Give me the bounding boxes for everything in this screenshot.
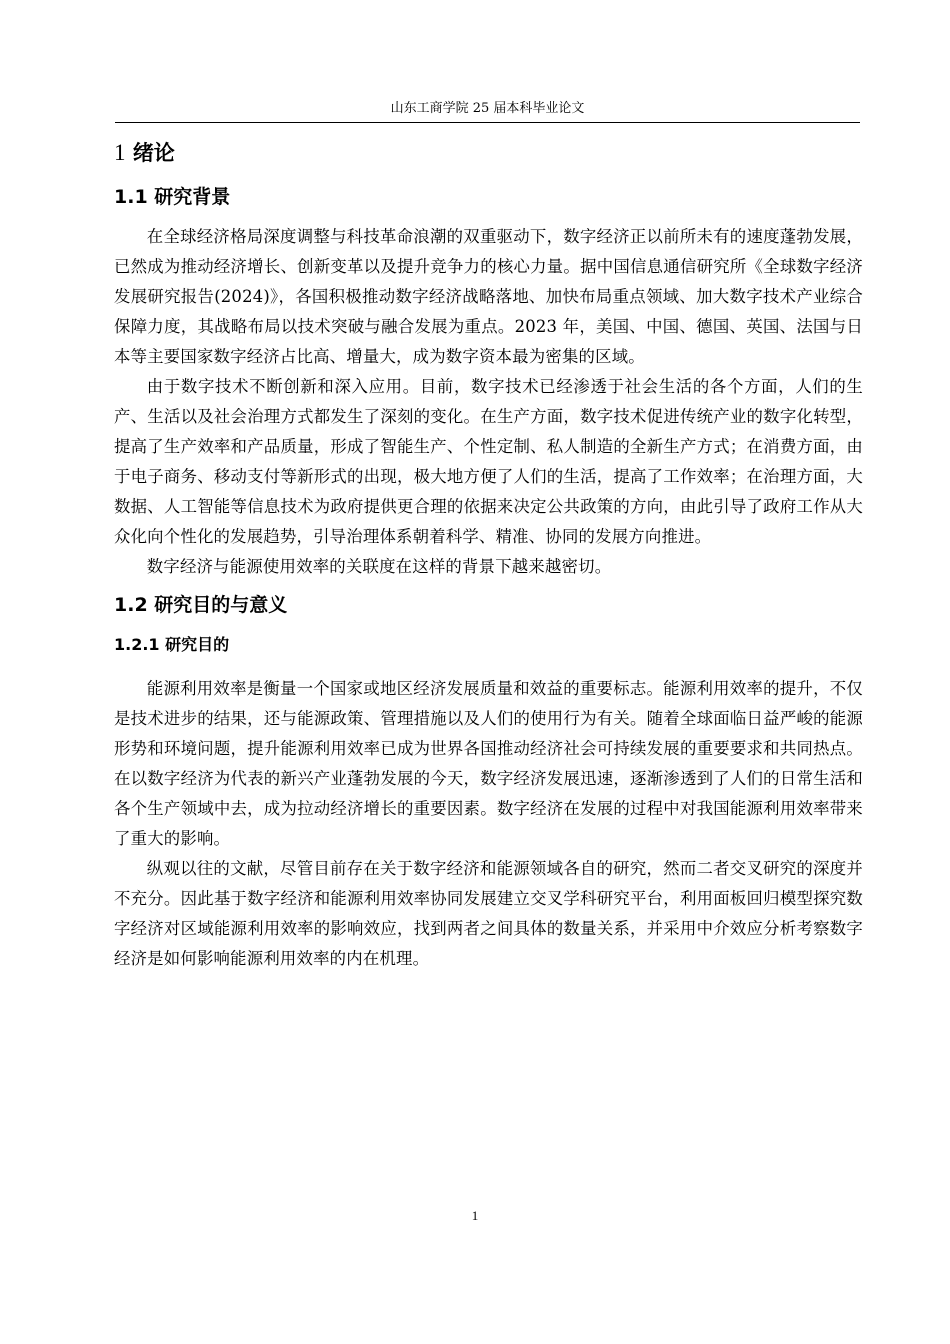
chapter-title — [114, 136, 863, 174]
section-title-1-1: 1.1 研究背景 — [114, 186, 231, 208]
chapter-title-text: 绪论 — [132, 141, 175, 165]
section-title-1-2: 1.2 研究目的与意义 — [114, 594, 288, 616]
chapter-number: 1 — [114, 140, 126, 165]
paragraph: 能源利用效率是衡量一个国家或地区经济发展质量和效益的重要标志。能源利用效率的提升，不仅是技术进步的结果，还与能源政策、管理措施以及人们的使用行为有关。随着全球面临日益严峻的能源形势和环境问题，提升能源利用效率已成为世界各国推动经济社会可持续发展的重要要求和共同热点。在以数字经济为代表的新兴产业蓬勃发展的今天，数字经济发展迅速，逐渐渗透到了人们的日常生活和各个生产领域中去，成为拉动经济增长的重要因素。数字经济在发展的过程中对我国能源利用效率带来了重大的影响。 — [114, 679, 863, 848]
paper-body — [114, 136, 863, 974]
paragraph: 由于数字技术不断创新和深入应用。目前，数字技术已经渗透于社会生活的各个方面，人们的生产、生活以及社会治理方式都发生了深刻的变化。在生产方面，数字技术促进传统产业的数字化转型，提高了生产效率和产品质量，形成了智能生产、个性定制、私人制造的全新生产方式；在消费方面，由于电子商务、移动支付等新形式的出现，极大地方便了人们的生活，提高了工作效率；在治理方面，大数据、人工智能等信息技术为政府提供更合理的依据来决定公共政策的方向，由此引导了政府工作从大众化向个性化的发展趋势，引导治理体系朝着科学、精准、协同的发展方向推进。 — [114, 377, 863, 546]
page-number: 1 — [471, 1208, 479, 1223]
paragraph: 数字经济与能源使用效率的关联度在这样的背景下越来越密切。 — [146, 557, 612, 576]
header-text: 山东工商学院 25 届本科毕业论文 — [390, 101, 585, 116]
subsection-title-1-2-1: 1.2.1 研究目的 — [114, 635, 230, 654]
paragraph: 在全球经济格局深度调整与科技革命浪潮的双重驱动下，数字经济正以前所未有的速度蓬勃发展，已然成为推动经济增长、创新变革以及提升竞争力的核心力量。据中国信息通信研究所《全球数字经济发展研究报告(2024)》，各国积极推动数字经济战略落地、加快布局重点领域、加大数字技术产业综合保障力度，其战略布局以技术突破与融合发展为重点。2023 年，美国、中国、德国、英国、法国与日本等主要国家数字经济占比高、增量大，成为数字资本最为密集的区域。 — [114, 227, 863, 366]
paragraph: 纵观以往的文献，尽管目前存在关于数字经济和能源领域各自的研究，然而二者交叉研究的深度并不充分。因此基于数字经济和能源利用效率协同发展建立交叉学科研究平台，利用面板回归模型探究数字经济对区域能源利用效率的影响效应，找到两者之间具体的数量关系，并采用中介效应分析考察数字经济是如何影响能源利用效率的内在机理。 — [114, 859, 863, 968]
page-header — [115, 100, 860, 123]
